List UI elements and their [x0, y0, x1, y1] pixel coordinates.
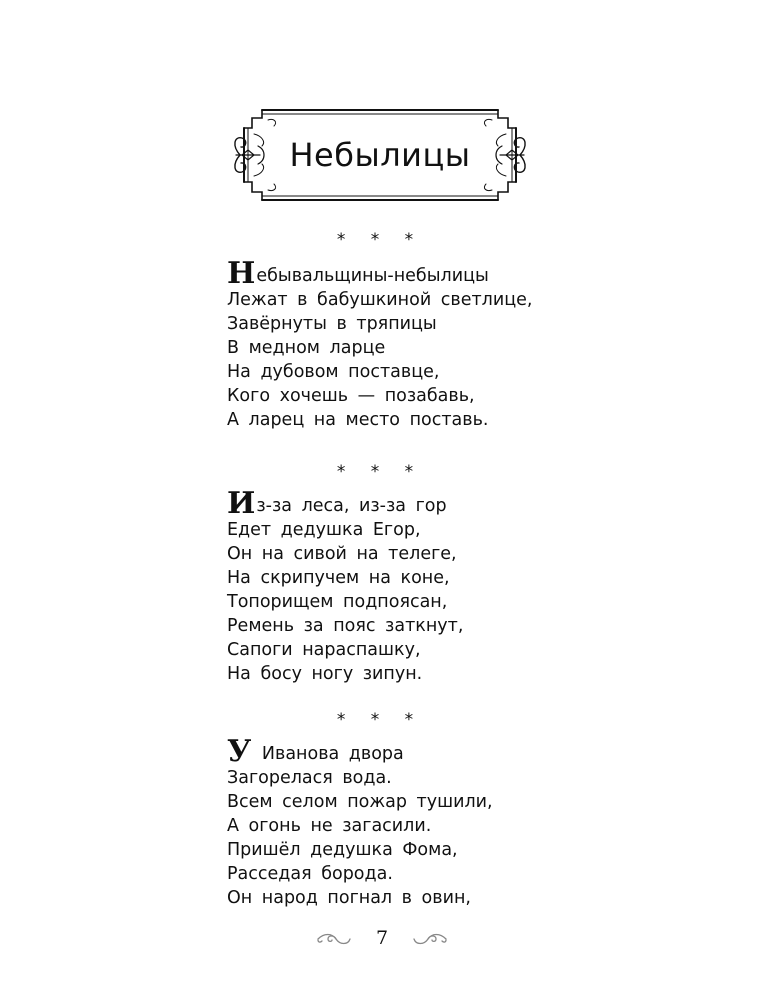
poem-line: На скрипучем на коне,: [227, 568, 450, 588]
poem-line: На дубовом поставце,: [227, 362, 440, 382]
poem-line: Всем селом пожар тушили,: [227, 792, 493, 812]
drop-cap: У: [227, 734, 252, 769]
poem-line: Лежат в бабушкиной светлице,: [227, 290, 533, 310]
page-footer: [312, 924, 452, 952]
poem-line: Расседая борода.: [227, 864, 393, 884]
first-line-text: Иванова двора: [252, 744, 404, 764]
poem-line: Сапоги нараспашку,: [227, 640, 421, 660]
poem-2: [227, 486, 567, 686]
page-title: Небылицы: [289, 136, 471, 174]
page-number: 7: [375, 927, 389, 949]
right-ornament-icon: [412, 931, 448, 947]
first-line-text: з-за леса, из-за гор: [256, 496, 447, 516]
poem-line: Завёрнуты в тряпицы: [227, 314, 437, 334]
poem-line: Пришёл дедушка Фома,: [227, 840, 458, 860]
poem-line: Загорелася вода.: [227, 768, 392, 788]
poem-line: В медном ларце: [227, 338, 386, 358]
poem-first-line: [227, 734, 567, 769]
poem-3: [227, 734, 567, 910]
poem-first-line: [227, 486, 567, 521]
stars-separator: * * *: [336, 710, 424, 730]
poem-line: Едет дедушка Егор,: [227, 520, 421, 540]
title-frame: [232, 106, 528, 204]
drop-cap: И: [227, 486, 256, 521]
poem-line: А огонь не загасили.: [227, 816, 432, 836]
first-line-text: ебывальщины-небылицы: [256, 266, 489, 286]
stars-separator: * * *: [336, 230, 424, 250]
poem-first-line: [227, 256, 567, 291]
poem-line: Он народ погнал в овин,: [227, 888, 471, 908]
poem-line: Кого хочешь — позабавь,: [227, 386, 475, 406]
stars-separator: * * *: [336, 462, 424, 482]
poem-1: [227, 256, 567, 432]
poem-line: А ларец на место поставь.: [227, 410, 489, 430]
poem-line: Он на сивой на телеге,: [227, 544, 457, 564]
drop-cap: Н: [227, 256, 256, 291]
poem-line: Топорищем подпоясан,: [227, 592, 448, 612]
poem-line: На босу ногу зипун.: [227, 664, 423, 684]
poem-line: Ремень за пояс заткнут,: [227, 616, 464, 636]
